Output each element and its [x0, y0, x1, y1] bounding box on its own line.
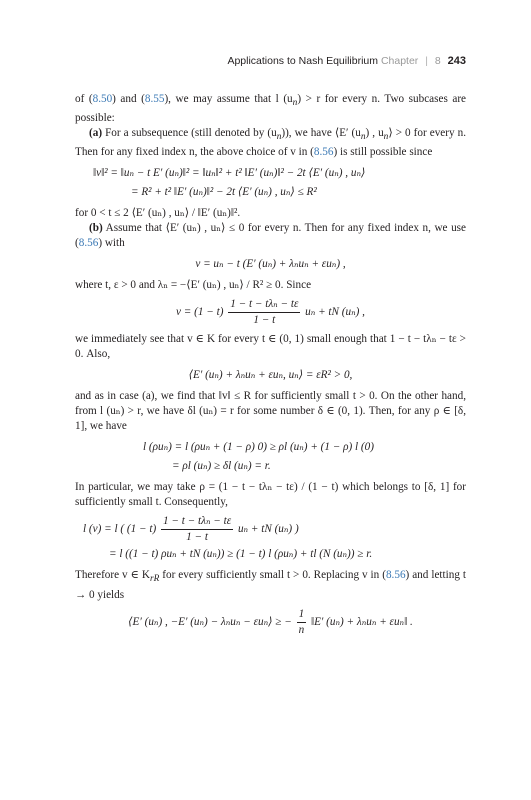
equation-convexity-line1: l (ρuₙ) = l (ρuₙ + (1 − ρ) 0) ≥ ρl (uₙ) + (1 − ρ) l (0) — [143, 441, 374, 454]
equation-norm-line1: ‖v‖² = ‖uₙ − t E′ (uₙ)‖² = ‖uₙ‖² + t² ‖E′ (uₙ)‖² − 2t ⟨E′ (uₙ) , uₙ⟩ — [93, 167, 366, 180]
paragraph-therefore: Therefore v ∈ $K_{rR}$ for every sufficiently small t > 0. Replacing v in (8.56) and letting t → 0 yields — [75, 569, 466, 601]
header-separator: | — [425, 55, 428, 67]
chapter-label: Chapter — [380, 55, 419, 67]
equation-link[interactable]: 8.56 — [313, 146, 334, 159]
equation-final-limit: ⟨E′ (uₙ) , −E′ (uₙ) − λₙuₙ − εuₙ⟩ ≥ − $\frac{1}{n}$ ‖E′ (uₙ) + λₙuₙ + εuₙ‖ . — [128, 607, 413, 636]
paragraph-particular: In particular, we may take ρ = (1 − t − tλₙ − tε) / (1 − t) which belongs to [δ, 1] for sufficiently small t. Consequently, — [75, 481, 466, 509]
equation-l-of-v: l (v) = l ( (1 − t) $\frac{\text{1 − t − tλₙ − tε}}{1 - t}$ uₙ + tN (uₙ) ) — [83, 515, 299, 544]
fraction: $\frac{\text{1 − t − tλₙ − tε}}{1 - t}$ — [163, 515, 232, 544]
paragraph-where: where t, ε > 0 and λₙ = −⟨E′ (uₙ) , uₙ⟩ / R² ≥ 0. Since — [75, 279, 312, 292]
equation-link[interactable]: 8.50 — [92, 93, 113, 105]
case-a-paragraph: (a) For a subsequence (still denoted by $(u_n)$), we have ⟨E′ $(u_n)$ , $u_n⟩ > 0$ for every n. Then for any fixed index n, the above choice of v in (8.56) is still possible since — [75, 127, 466, 159]
equation-v-definition: v = uₙ − t (E′ (uₙ) + λₙuₙ + εuₙ) , — [195, 258, 346, 271]
equation-link[interactable]: 8.56 — [385, 569, 406, 582]
book-title: Applications to Nash Equilibrium — [227, 55, 379, 67]
paragraph-case-a-comparison: and as in case (a), we find that ‖v‖ ≤ R for sufficiently small t > 0. On the other hand, from l (uₙ) > r, we have δl (uₙ) = r for some number δ ∈ (0, 1). Then, for any ρ ∈ [δ, 1], we have — [75, 390, 466, 433]
equation-norm-line2: = R² + t² ‖E′ (uₙ)‖² − 2t ⟨E′ (uₙ) , uₙ⟩ ≤ R² — [131, 186, 317, 199]
paragraph-immediately: we immediately see that v ∈ K for every t ∈ (0, 1) small enough that 1 − t − tλₙ − tε > 0. Also, — [75, 333, 466, 361]
equation-l-of-v-line2: = l ((1 − t) ρuₙ + tN (uₙ)) ≥ (1 − t) l (ρuₙ) + tl (N (uₙ)) ≥ r. — [109, 548, 373, 561]
page-body — [75, 92, 466, 642]
case-a-label: (a) — [89, 127, 103, 140]
chapter-number: 8 — [434, 55, 441, 67]
equation-link[interactable]: 8.55 — [144, 93, 165, 105]
case-b-label: (b) — [89, 222, 103, 235]
fraction: $\frac{\text{1 − t − tλₙ − tε}}{1 - t}$ — [230, 298, 299, 327]
running-header — [0, 55, 466, 67]
equation-v-fraction: v = (1 − t) $\frac{\text{1 − t − tλₙ − tε}}{1 - t}$ uₙ + tN (uₙ) , — [176, 298, 365, 327]
page-number: 243 — [447, 55, 466, 67]
paragraph-condition: for 0 < t ≤ 2 ⟨E′ (uₙ) , uₙ⟩ / ‖E′ (uₙ)‖². — [75, 207, 241, 220]
equation-inner-product: ⟨E′ (uₙ) + λₙuₙ + εuₙ, uₙ⟩ = εR² > 0, — [188, 369, 353, 382]
case-b-paragraph: (b) Assume that ⟨E′ (uₙ) , uₙ⟩ ≤ 0 for every n. Then for any fixed index n, we use (8.56) with — [75, 222, 466, 250]
fraction: $\frac{1}{n}$ — [298, 607, 305, 636]
equation-link[interactable]: 8.56 — [78, 237, 99, 250]
equation-convexity-line2: = ρl (uₙ) ≥ δl (uₙ) = r. — [172, 460, 271, 473]
paragraph-1: of (8.50) and (8.55), we may assume that l $(u_n) > r$ for every n. Two subcases are possible: — [75, 93, 467, 125]
